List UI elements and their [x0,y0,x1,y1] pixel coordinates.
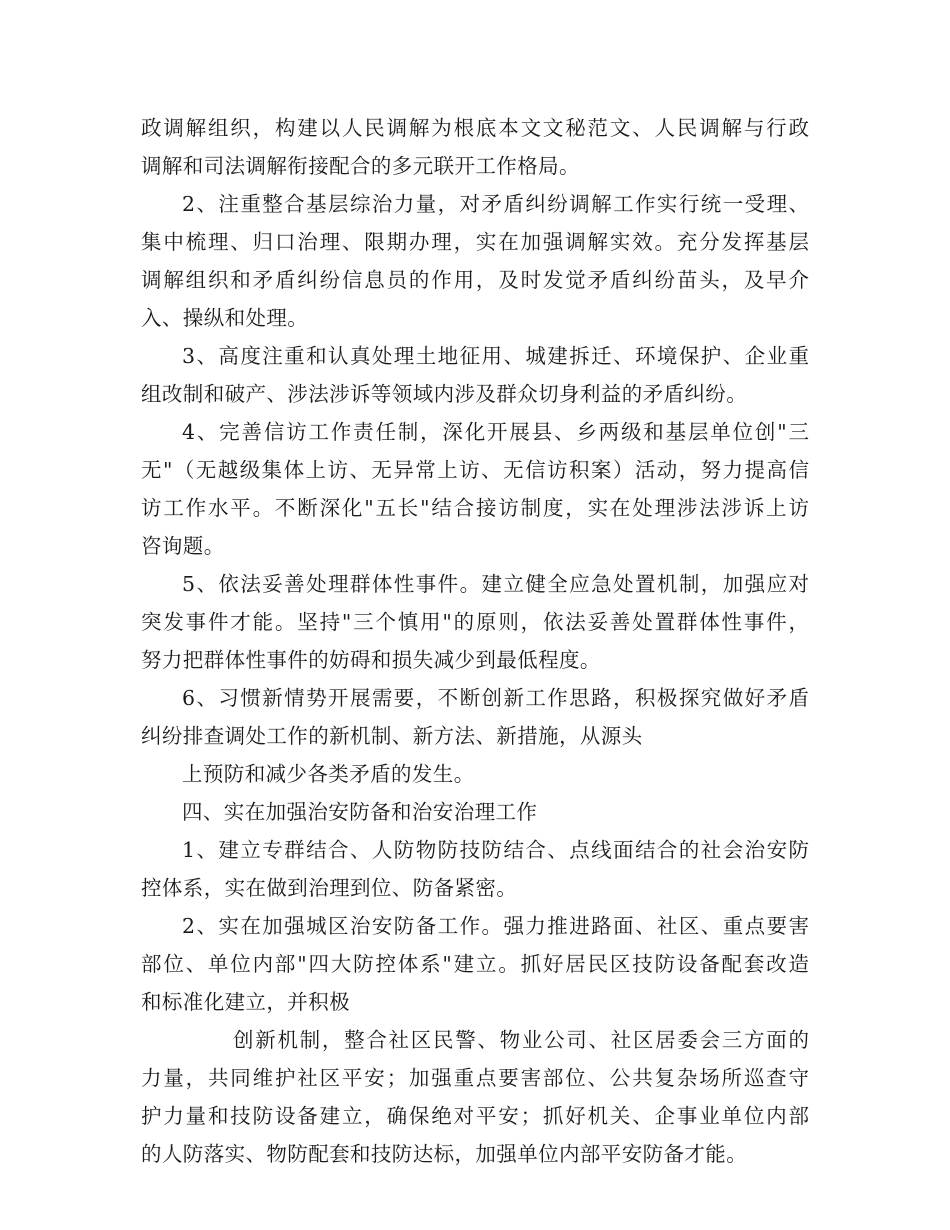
text-line: 组改制和破产、涉法涉诉等领域内涉及群众切身利益的矛盾纠纷。 [141,382,748,406]
section-heading: 四、实在加强治安防备和治安治理工作 [182,800,538,824]
text-line: 纠纷排查调处工作的新机制、新方法、新措施，从源头 [141,724,643,748]
paragraph-start-line: 6、习惯新情势开展需要，不断创新工作思路，积极探究做好矛盾 [182,686,809,710]
paragraph-start-line: 创新机制，整合社区民警、物业公司、社区居委会三方面的 [233,1028,809,1052]
text-line: 政调解组织，构建以人民调解为根底本文文秘范文、人民调解与行政 [141,116,809,140]
text-line: 咨询题。 [141,534,225,558]
text-line: 力量，共同维护社区平安；加强重点要害部位、公共复杂场所巡查守 [141,1066,809,1090]
paragraph-start-line: 2、注重整合基层综治力量，对矛盾纠纷调解工作实行统一受理、 [182,192,809,216]
paragraph-start-line: 4、完善信访工作责任制，深化开展县、乡两级和基层单位创"三 [182,420,809,444]
text-line: 的人防落实、物防配套和技防达标，加强单位内部平安防备才能。 [141,1142,748,1166]
paragraph-start-line: 3、高度注重和认真处理土地征用、城建拆迁、环境保护、企业重 [182,344,809,368]
text-line: 集中梳理、归口治理、限期办理，实在加强调解实效。充分发挥基层 [141,230,809,254]
text-line: 无"（无越级集体上访、无异常上访、无信访积案）活动，努力提高信 [141,458,809,482]
text-line: 调解组织和矛盾纠纷信息员的作用，及时发觉矛盾纠纷苗头，及早介 [141,268,809,292]
paragraph-start-line: 上预防和减少各类矛盾的发生。 [182,762,475,786]
paragraph-start-line: 5、依法妥善处理群体性事件。建立健全应急处置机制，加强应对 [182,572,809,596]
paragraph-start-line: 1、建立专群结合、人防物防技防结合、点线面结合的社会治安防 [182,838,809,862]
text-line: 和标准化建立，并积极 [141,990,350,1014]
text-line: 努力把群体性事件的妨碍和损失减少到最低程度。 [141,648,601,672]
text-line: 护力量和技防设备建立，确保绝对平安；抓好机关、企事业单位内部 [141,1104,809,1128]
text-line: 访工作水平。不断深化"五长"结合接访制度，实在处理涉法涉诉上访 [141,496,809,520]
text-line: 部位、单位内部"四大防控体系"建立。抓好居民区技防设备配套改造 [141,952,809,976]
text-line: 突发事件才能。坚持"三个慎用"的原则，依法妥善处置群体性事件， [141,610,809,634]
text-line: 控体系，实在做到治理到位、防备紧密。 [141,876,518,900]
text-line: 入、操纵和处理。 [141,306,309,330]
paragraph-start-line: 2、实在加强城区治安防备工作。强力推进路面、社区、重点要害 [182,914,809,938]
text-line: 调解和司法调解衔接配合的多元联开工作格局。 [141,154,580,178]
